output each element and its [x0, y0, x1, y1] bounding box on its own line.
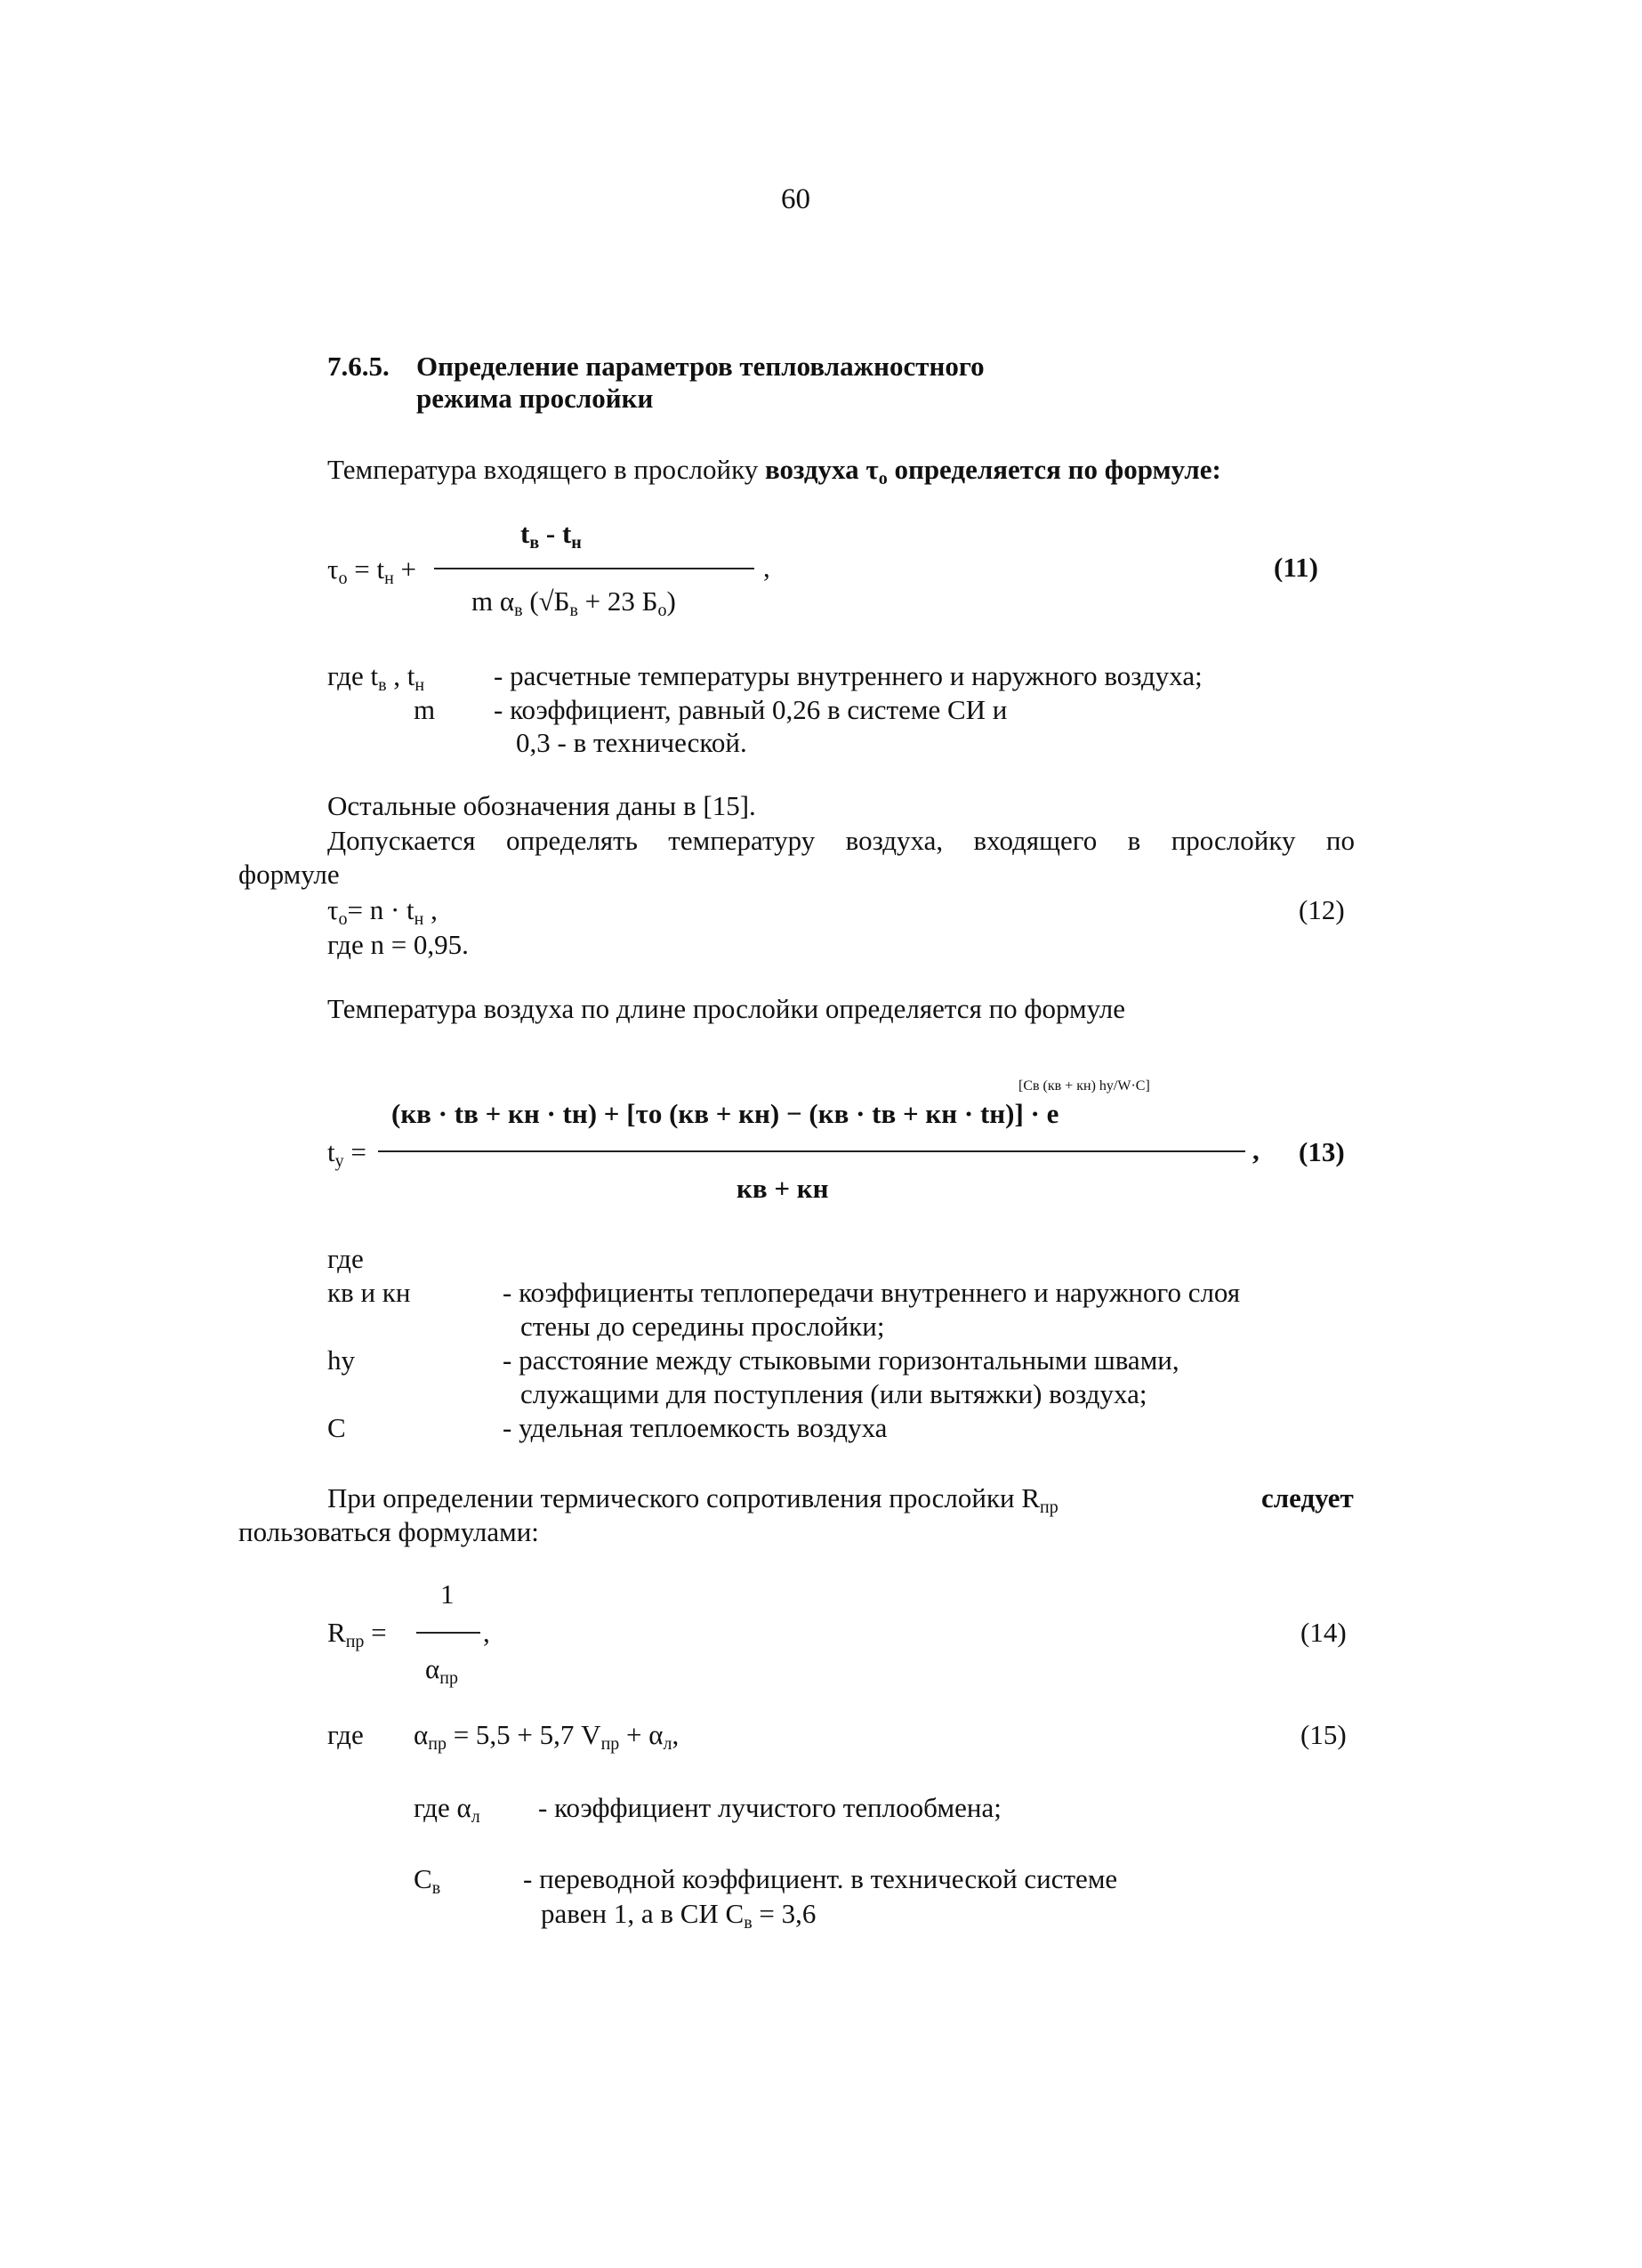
eq11-tau-sub: о — [338, 569, 348, 588]
eq11-denominator — [471, 584, 676, 628]
eq14-lhs — [327, 1615, 387, 1659]
section-title-line1: Определение параметров тепловлажностного — [416, 351, 985, 382]
eq11-label: (11) — [1274, 552, 1318, 583]
where15-text2-a: равен 1, а в СИ C — [541, 1898, 745, 1929]
eq15-rhs-b-sub: л — [663, 1734, 672, 1754]
eq12-tau: τ — [327, 894, 339, 925]
eq15-rhs-a: = 5,5 + 5,7 V — [453, 1719, 601, 1750]
eq14-r: R — [327, 1617, 346, 1648]
eq11-den-b-sub: в — [569, 601, 578, 620]
paragraph3: Температура воздуха по длине прослойки определяется по формуле — [327, 993, 1126, 1024]
section-number: 7.6.5. — [327, 351, 390, 382]
section-title-line2: режима прослойки — [416, 383, 654, 414]
eq11-fraction-line — [434, 568, 754, 569]
where11-mid: , t — [386, 660, 415, 691]
eq13-numerator: (кв · tв + кн · tн) + [τо (кв + кн) − (кв · tв + кн · tн)] · e — [391, 1098, 1059, 1129]
where15-row2-text1: - переводной коэффициент. в технической системе — [523, 1863, 1118, 1894]
eq13-exponent: [Св (кв + кн) hу/W·C] — [1018, 1078, 1150, 1094]
eq11-comma: , — [763, 552, 770, 583]
where13-row2-text2: служащими для поступления (или вытяжки) воздуха; — [520, 1378, 1147, 1409]
eq11-den-a-sub: в — [514, 601, 523, 620]
eq14-comma: , — [483, 1617, 490, 1648]
where13-row2-text1: - расстояние между стыковыми горизонтальными швами, — [503, 1344, 1179, 1376]
paragraph4-text-a: При определении термического сопротивления прослойки R — [327, 1482, 1041, 1513]
where15-alpha-sub: л — [471, 1807, 480, 1827]
eq11-num-sub2: н — [571, 533, 582, 553]
eq14-numerator: 1 — [440, 1578, 455, 1610]
eq15-rhs-c: , — [672, 1719, 680, 1750]
eq13-t: t — [327, 1136, 335, 1167]
eq13-eq: = — [350, 1136, 366, 1167]
eq15-label: (15) — [1300, 1719, 1347, 1750]
page-number: 60 — [781, 183, 810, 215]
eq11-den-a: m α — [471, 585, 515, 617]
eq12-tau-sub: о — [338, 909, 348, 929]
eq11-num-t: t — [520, 518, 530, 549]
where11-line2-symbol: m — [414, 694, 436, 725]
where13-row1-symbol: кв и кн — [327, 1277, 411, 1308]
where11-line1-text: - расчетные температуры внутреннего и наружного воздуха; — [494, 660, 1203, 691]
eq14-denominator — [425, 1651, 458, 1696]
eq13-label: (13) — [1299, 1136, 1345, 1167]
eq12-rhs-sub: н — [414, 909, 424, 929]
eq13-t-sub: у — [334, 1151, 344, 1171]
paragraph2-line1: Остальные обозначения даны в [15]. — [327, 790, 756, 821]
eq15-expression — [414, 1717, 679, 1762]
eq14-r-sub: пр — [345, 1632, 365, 1651]
where15-row1-symbol — [414, 1790, 480, 1835]
paragraph2-line3: формуле — [238, 859, 340, 890]
where13-row3-text1: - удельная теплоемкость воздуха — [503, 1412, 888, 1443]
where11-t: где t — [327, 660, 379, 691]
eq14-fraction-line — [416, 1632, 480, 1634]
eq12-where: где n = 0,95. — [327, 929, 469, 960]
eq14-alpha-sub: пр — [439, 1668, 458, 1688]
where13-row1-text2: стены до середины прослойки; — [520, 1311, 885, 1342]
eq14-eq: = — [371, 1617, 387, 1648]
eq14-label: (14) — [1300, 1617, 1347, 1648]
where11-line3-text: 0,3 - в технической. — [516, 727, 747, 758]
paragraph4-line2: пользоваться формулами: — [238, 1516, 539, 1547]
where13-row3-symbol: C — [327, 1412, 346, 1443]
eq11-num-mid: - t — [545, 518, 572, 549]
eq15-alpha-sub: пр — [428, 1734, 447, 1754]
eq15-rhs-b: + α — [626, 1719, 664, 1750]
eq13-denominator: кв + кн — [736, 1173, 829, 1204]
where13-row1-text1: - коэффициенты теплопередачи внутреннего и наружного слоя — [503, 1277, 1241, 1308]
intro-text-b: воздуха τ — [764, 454, 879, 485]
where15-row2-text2 — [541, 1896, 816, 1941]
where11-line2-text: - коэффициент, равный 0,26 в системе СИ и — [494, 694, 1008, 725]
eq11-tau: τ — [327, 553, 339, 585]
eq13-comma: , — [1252, 1134, 1260, 1166]
eq11-tn: = t — [347, 553, 385, 585]
where15-c: C — [414, 1863, 432, 1894]
intro-text-a: Температура входящего в прослойку — [327, 454, 759, 485]
eq15-alpha: α — [414, 1719, 429, 1750]
eq13-fraction-line — [378, 1150, 1245, 1152]
eq12-label: (12) — [1299, 894, 1345, 925]
where11-sub1: в — [378, 675, 387, 695]
eq11-den-c-sub: о — [657, 601, 667, 620]
where15-alpha: где α — [414, 1792, 471, 1823]
eq12-comma: , — [423, 894, 438, 925]
eq15-where: где — [327, 1719, 364, 1750]
paragraph4-sub: пр — [1040, 1497, 1058, 1517]
eq11-den-c: + 23 Б — [584, 585, 658, 617]
where13-intro: где — [327, 1243, 364, 1274]
intro-text-c: определяется по формуле: — [894, 454, 1221, 485]
paragraph2-line2: Допускается определять температуру воздуха, входящего в прослойку по — [327, 825, 1355, 856]
eq11-tn-sub: н — [384, 569, 394, 588]
where15-row2-symbol — [414, 1861, 440, 1906]
intro-text-b-sub: о — [878, 469, 888, 488]
eq11-numerator — [520, 516, 582, 561]
eq14-alpha: α — [425, 1653, 440, 1684]
paragraph4-line1-bold: следует — [1261, 1482, 1354, 1513]
eq11-plus: + — [400, 553, 417, 585]
where11-line1-symbols — [327, 658, 424, 703]
eq13-lhs — [327, 1134, 366, 1179]
eq11-den-b: (√Б — [529, 585, 570, 617]
where15-text2-b: = 3,6 — [752, 1898, 817, 1929]
where15-row1-text: - коэффициент лучистого теплообмена; — [538, 1792, 1002, 1823]
where11-sub2: н — [415, 675, 425, 695]
eq12-rhs: = n · t — [347, 894, 415, 925]
eq11-num-sub1: в — [529, 533, 540, 553]
where13-row2-symbol: hу — [327, 1344, 355, 1376]
eq11-den-d: ) — [666, 585, 676, 617]
where15-c-sub: в — [431, 1878, 441, 1898]
eq11-lhs — [327, 552, 416, 596]
where15-text2-sub: в — [744, 1913, 753, 1933]
eq15-rhs-a-sub: пр — [600, 1734, 620, 1754]
intro-line — [327, 452, 1221, 496]
